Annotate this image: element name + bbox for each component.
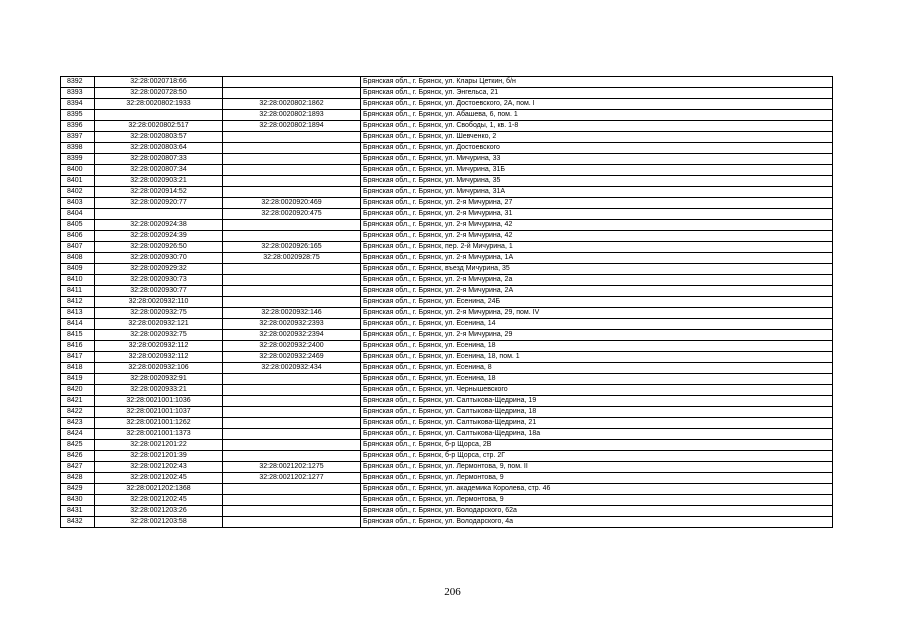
related-cadastral-number-cell	[223, 396, 361, 407]
address-cell: Брянская обл., г. Брянск, ул. Энгельса, 21	[361, 88, 833, 99]
table-row	[61, 209, 833, 220]
row-number-cell: 8415	[61, 330, 95, 341]
row-number-cell: 8411	[61, 286, 95, 297]
address-cell: Брянская обл., г. Брянск, ул. Мичурина, 35	[361, 176, 833, 187]
related-cadastral-number-cell: 32:28:0020932:2469	[223, 352, 361, 363]
cadastral-number-cell: 32:28:0020802:1933	[95, 99, 223, 110]
cadastral-number-cell: 32:28:0021202:1368	[95, 484, 223, 495]
related-cadastral-number-cell	[223, 176, 361, 187]
cadastral-number-cell: 32:28:0020926:50	[95, 242, 223, 253]
table-row	[61, 165, 833, 176]
row-number-cell: 8426	[61, 451, 95, 462]
table-row	[61, 407, 833, 418]
row-number-cell: 8432	[61, 517, 95, 528]
cadastral-number-cell: 32:28:0020932:106	[95, 363, 223, 374]
address-cell: Брянская обл., г. Брянск, ул. 2-я Мичурина, 42	[361, 220, 833, 231]
related-cadastral-number-cell: 32:28:0020802:1893	[223, 110, 361, 121]
cadastral-number-cell: 32:28:0020932:75	[95, 330, 223, 341]
row-number-cell: 8431	[61, 506, 95, 517]
table-row	[61, 517, 833, 528]
table-row	[61, 374, 833, 385]
related-cadastral-number-cell	[223, 187, 361, 198]
table-row	[61, 462, 833, 473]
row-number-cell: 8405	[61, 220, 95, 231]
page-number: 206	[444, 586, 461, 598]
address-cell: Брянская обл., г. Брянск, ул. Салтыкова-Щедрина, 21	[361, 418, 833, 429]
row-number-cell: 8408	[61, 253, 95, 264]
cadastral-number-cell: 32:28:0020728:50	[95, 88, 223, 99]
row-number-cell: 8409	[61, 264, 95, 275]
address-cell: Брянская обл., г. Брянск, ул. Мичурина, 31А	[361, 187, 833, 198]
table-row	[61, 396, 833, 407]
address-cell: Брянская обл., г. Брянск, ул. Есенина, 18	[361, 374, 833, 385]
row-number-cell: 8399	[61, 154, 95, 165]
address-cell: Брянская обл., г. Брянск, ул. 2-я Мичурина, 2а	[361, 275, 833, 286]
address-cell: Брянская обл., г. Брянск, ул. Есенина, 8	[361, 363, 833, 374]
table-row	[61, 297, 833, 308]
address-cell: Брянская обл., г. Брянск, ул. Мичурина, 31Б	[361, 165, 833, 176]
table-row	[61, 88, 833, 99]
address-cell: Брянская обл., г. Брянск, ул. Мичурина, 33	[361, 154, 833, 165]
address-cell: Брянская обл., г. Брянск, ул. 2-я Мичурина, 2А	[361, 286, 833, 297]
address-cell: Брянская обл., г. Брянск, ул. 2-я Мичурина, 31	[361, 209, 833, 220]
row-number-cell: 8427	[61, 462, 95, 473]
address-cell: Брянская обл., г. Брянск, ул. 2-я Мичурина, 1А	[361, 253, 833, 264]
address-cell: Брянская обл., г. Брянск, ул. Лермонтова, 9	[361, 495, 833, 506]
address-cell: Брянская обл., г. Брянск, ул. Салтыкова-Щедрина, 18а	[361, 429, 833, 440]
row-number-cell: 8403	[61, 198, 95, 209]
row-number-cell: 8397	[61, 132, 95, 143]
cadastral-number-cell: 32:28:0020932:91	[95, 374, 223, 385]
address-cell: Брянская обл., г. Брянск, ул. Володарского, 4а	[361, 517, 833, 528]
row-number-cell: 8393	[61, 88, 95, 99]
table-row	[61, 220, 833, 231]
table-row	[61, 363, 833, 374]
row-number-cell: 8420	[61, 385, 95, 396]
cadastral-number-cell: 32:28:0020932:112	[95, 341, 223, 352]
table-row	[61, 495, 833, 506]
row-number-cell: 8401	[61, 176, 95, 187]
cadastral-number-cell: 32:28:0020914:52	[95, 187, 223, 198]
row-number-cell: 8414	[61, 319, 95, 330]
table-row	[61, 418, 833, 429]
table-row	[61, 275, 833, 286]
cadastral-number-cell: 32:28:0020807:34	[95, 165, 223, 176]
address-cell: Брянская обл., г. Брянск, ул. Лермонтова, 9, пом. II	[361, 462, 833, 473]
table-row	[61, 484, 833, 495]
cadastral-number-cell	[95, 209, 223, 220]
related-cadastral-number-cell	[223, 297, 361, 308]
cadastral-number-cell: 32:28:0020932:112	[95, 352, 223, 363]
table-row	[61, 154, 833, 165]
address-cell: Брянская обл., г. Брянск, ул. 2-я Мичурина, 29	[361, 330, 833, 341]
related-cadastral-number-cell: 32:28:0020802:1894	[223, 121, 361, 132]
table-row	[61, 132, 833, 143]
address-cell: Брянская обл., г. Брянск, ул. 2-я Мичурина, 42	[361, 231, 833, 242]
address-cell: Брянская обл., г. Брянск, ул. Лермонтова, 9	[361, 473, 833, 484]
table-row	[61, 286, 833, 297]
related-cadastral-number-cell: 32:28:0020920:475	[223, 209, 361, 220]
address-cell: Брянская обл., г. Брянск, ул. Достоевского	[361, 143, 833, 154]
address-cell: Брянская обл., г. Брянск, б-р Щорса, 2В	[361, 440, 833, 451]
address-cell: Брянская обл., г. Брянск, ул. Абашева, 6, пом. 1	[361, 110, 833, 121]
address-cell: Брянская обл., г. Брянск, ул. Свободы, 1, кв. 1-8	[361, 121, 833, 132]
cadastral-number-cell: 32:28:0020803:57	[95, 132, 223, 143]
cadastral-number-cell: 32:28:0020933:21	[95, 385, 223, 396]
table-row	[61, 198, 833, 209]
table-row	[61, 253, 833, 264]
row-number-cell: 8425	[61, 440, 95, 451]
address-cell: Брянская обл., г. Брянск, ул. 2-я Мичурина, 27	[361, 198, 833, 209]
related-cadastral-number-cell	[223, 143, 361, 154]
row-number-cell: 8392	[61, 77, 95, 88]
registry-table-body	[61, 77, 833, 528]
related-cadastral-number-cell	[223, 418, 361, 429]
cadastral-number-cell: 32:28:0020718:66	[95, 77, 223, 88]
cadastral-number-cell: 32:28:0020803:64	[95, 143, 223, 154]
related-cadastral-number-cell: 32:28:0020932:2393	[223, 319, 361, 330]
related-cadastral-number-cell	[223, 440, 361, 451]
table-row	[61, 308, 833, 319]
address-cell: Брянская обл., г. Брянск, ул. Чернышевского	[361, 385, 833, 396]
cadastral-number-cell: 32:28:0020930:77	[95, 286, 223, 297]
cadastral-number-cell: 32:28:0020932:75	[95, 308, 223, 319]
cadastral-number-cell: 32:28:0021202:43	[95, 462, 223, 473]
registry-table	[60, 76, 833, 528]
table-row	[61, 176, 833, 187]
row-number-cell: 8394	[61, 99, 95, 110]
cadastral-number-cell: 32:28:0021001:1373	[95, 429, 223, 440]
row-number-cell: 8398	[61, 143, 95, 154]
address-cell: Брянская обл., г. Брянск, ул. Салтыкова-Щедрина, 18	[361, 407, 833, 418]
table-row	[61, 77, 833, 88]
cadastral-number-cell: 32:28:0021201:39	[95, 451, 223, 462]
cadastral-number-cell: 32:28:0020932:121	[95, 319, 223, 330]
related-cadastral-number-cell	[223, 506, 361, 517]
table-row	[61, 231, 833, 242]
table-row	[61, 473, 833, 484]
address-cell: Брянская обл., г. Брянск, ул. Достоевского, 2А, пом. I	[361, 99, 833, 110]
related-cadastral-number-cell	[223, 154, 361, 165]
cadastral-number-cell: 32:28:0021001:1036	[95, 396, 223, 407]
related-cadastral-number-cell	[223, 407, 361, 418]
row-number-cell: 8407	[61, 242, 95, 253]
table-row	[61, 143, 833, 154]
address-cell: Брянская обл., г. Брянск, ул. Есенина, 24Б	[361, 297, 833, 308]
related-cadastral-number-cell: 32:28:0020928:75	[223, 253, 361, 264]
row-number-cell: 8410	[61, 275, 95, 286]
row-number-cell: 8417	[61, 352, 95, 363]
cadastral-number-cell	[95, 110, 223, 121]
related-cadastral-number-cell: 32:28:0020926:165	[223, 242, 361, 253]
table-row	[61, 429, 833, 440]
address-cell: Брянская обл., г. Брянск, ул. 2-я Мичурина, 29, пом. IV	[361, 308, 833, 319]
related-cadastral-number-cell: 32:28:0020932:434	[223, 363, 361, 374]
row-number-cell: 8429	[61, 484, 95, 495]
cadastral-number-cell: 32:28:0020807:33	[95, 154, 223, 165]
related-cadastral-number-cell	[223, 286, 361, 297]
row-number-cell: 8406	[61, 231, 95, 242]
table-row	[61, 319, 833, 330]
address-cell: Брянская обл., г. Брянск, ул. Клары Цеткин, б/н	[361, 77, 833, 88]
row-number-cell: 8395	[61, 110, 95, 121]
row-number-cell: 8422	[61, 407, 95, 418]
table-row	[61, 264, 833, 275]
row-number-cell: 8421	[61, 396, 95, 407]
cadastral-number-cell: 32:28:0020932:110	[95, 297, 223, 308]
row-number-cell: 8430	[61, 495, 95, 506]
related-cadastral-number-cell: 32:28:0020932:2400	[223, 341, 361, 352]
row-number-cell: 8404	[61, 209, 95, 220]
related-cadastral-number-cell	[223, 517, 361, 528]
related-cadastral-number-cell	[223, 451, 361, 462]
related-cadastral-number-cell	[223, 429, 361, 440]
address-cell: Брянская обл., г. Брянск, б-р Щорса, стр. 2Г	[361, 451, 833, 462]
address-cell: Брянская обл., г. Брянск, ул. Есенина, 14	[361, 319, 833, 330]
table-row	[61, 352, 833, 363]
related-cadastral-number-cell	[223, 88, 361, 99]
row-number-cell: 8412	[61, 297, 95, 308]
address-cell: Брянская обл., г. Брянск, ул. Салтыкова-Щедрина, 19	[361, 396, 833, 407]
related-cadastral-number-cell	[223, 220, 361, 231]
cadastral-number-cell: 32:28:0021202:45	[95, 495, 223, 506]
address-cell: Брянская обл., г. Брянск, ул. Есенина, 18	[361, 341, 833, 352]
row-number-cell: 8419	[61, 374, 95, 385]
cadastral-number-cell: 32:28:0021001:1037	[95, 407, 223, 418]
cadastral-number-cell: 32:28:0021202:45	[95, 473, 223, 484]
table-row	[61, 330, 833, 341]
cadastral-number-cell: 32:28:0020924:39	[95, 231, 223, 242]
row-number-cell: 8396	[61, 121, 95, 132]
cadastral-number-cell: 32:28:0021001:1262	[95, 418, 223, 429]
cadastral-number-cell: 32:28:0021201:22	[95, 440, 223, 451]
address-cell: Брянская обл., г. Брянск, ул. Володарского, 62а	[361, 506, 833, 517]
row-number-cell: 8423	[61, 418, 95, 429]
cadastral-number-cell: 32:28:0020929:32	[95, 264, 223, 275]
related-cadastral-number-cell	[223, 165, 361, 176]
cadastral-number-cell: 32:28:0020930:70	[95, 253, 223, 264]
related-cadastral-number-cell: 32:28:0021202:1275	[223, 462, 361, 473]
related-cadastral-number-cell	[223, 495, 361, 506]
table-row	[61, 242, 833, 253]
related-cadastral-number-cell	[223, 132, 361, 143]
cadastral-number-cell: 32:28:0020802:517	[95, 121, 223, 132]
table-row	[61, 341, 833, 352]
row-number-cell: 8418	[61, 363, 95, 374]
cadastral-number-cell: 32:28:0020930:73	[95, 275, 223, 286]
table-row	[61, 110, 833, 121]
address-cell: Брянская обл., г. Брянск, пер. 2-й Мичурина, 1	[361, 242, 833, 253]
row-number-cell: 8413	[61, 308, 95, 319]
cadastral-number-cell: 32:28:0020903:21	[95, 176, 223, 187]
related-cadastral-number-cell	[223, 385, 361, 396]
related-cadastral-number-cell	[223, 264, 361, 275]
table-row	[61, 451, 833, 462]
related-cadastral-number-cell: 32:28:0020932:146	[223, 308, 361, 319]
row-number-cell: 8424	[61, 429, 95, 440]
row-number-cell: 8416	[61, 341, 95, 352]
row-number-cell: 8428	[61, 473, 95, 484]
related-cadastral-number-cell	[223, 231, 361, 242]
table-row	[61, 385, 833, 396]
table-row	[61, 187, 833, 198]
related-cadastral-number-cell: 32:28:0020932:2394	[223, 330, 361, 341]
related-cadastral-number-cell: 32:28:0020802:1862	[223, 99, 361, 110]
cadastral-number-cell: 32:28:0021203:58	[95, 517, 223, 528]
address-cell: Брянская обл., г. Брянск, въезд Мичурина, 35	[361, 264, 833, 275]
cadastral-number-cell: 32:28:0020924:38	[95, 220, 223, 231]
cadastral-number-cell: 32:28:0020920:77	[95, 198, 223, 209]
cadastral-number-cell: 32:28:0021203:26	[95, 506, 223, 517]
address-cell: Брянская обл., г. Брянск, ул. академика Королева, стр. 46	[361, 484, 833, 495]
table-row	[61, 440, 833, 451]
related-cadastral-number-cell	[223, 77, 361, 88]
related-cadastral-number-cell	[223, 374, 361, 385]
row-number-cell: 8400	[61, 165, 95, 176]
table-row	[61, 121, 833, 132]
related-cadastral-number-cell: 32:28:0020920:469	[223, 198, 361, 209]
table-row	[61, 506, 833, 517]
table-row	[61, 99, 833, 110]
related-cadastral-number-cell	[223, 275, 361, 286]
address-cell: Брянская обл., г. Брянск, ул. Шевченко, 2	[361, 132, 833, 143]
row-number-cell: 8402	[61, 187, 95, 198]
related-cadastral-number-cell: 32:28:0021202:1277	[223, 473, 361, 484]
related-cadastral-number-cell	[223, 484, 361, 495]
address-cell: Брянская обл., г. Брянск, ул. Есенина, 18, пом. 1	[361, 352, 833, 363]
